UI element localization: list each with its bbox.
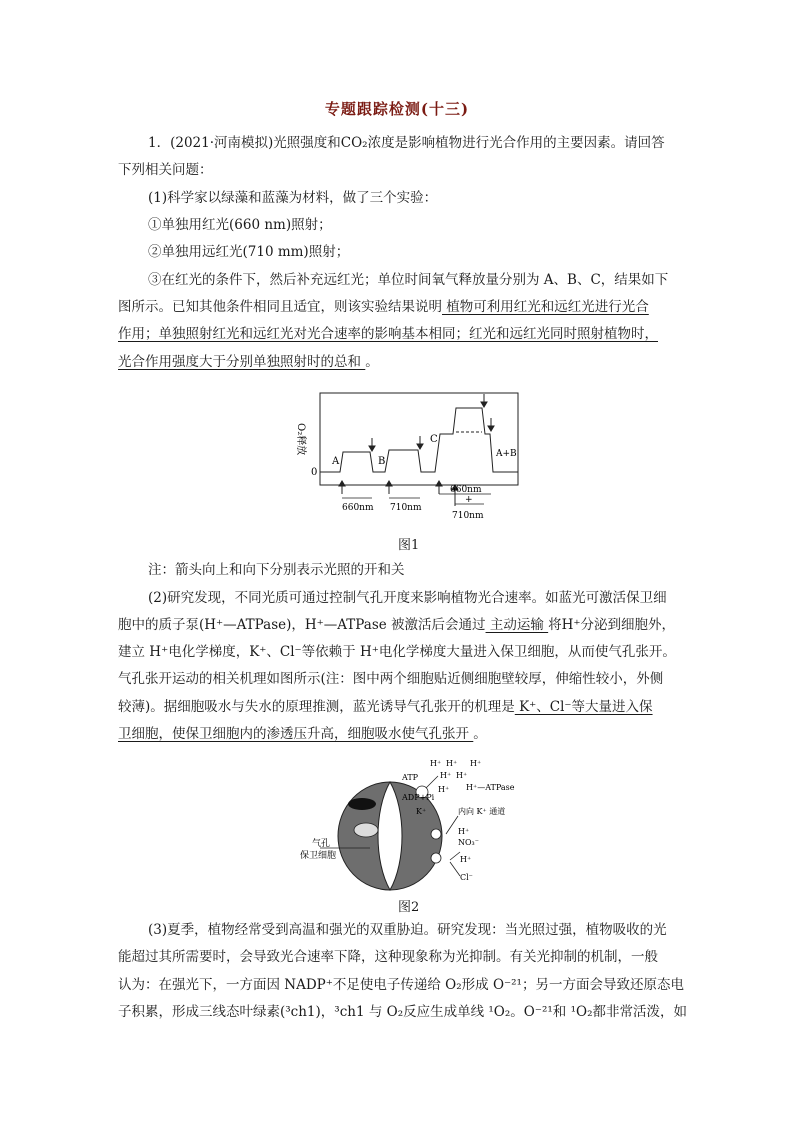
x-label-710nm-c: 710nm <box>452 511 484 521</box>
chart-frame <box>320 393 518 485</box>
part1-answer-line-3 <box>118 352 379 372</box>
label-h7: H⁺ <box>458 827 470 836</box>
figure-2-caption: 图2 <box>398 900 420 915</box>
label-atp: ATP <box>402 773 419 782</box>
part2-answer-1: 主动运输 <box>485 617 549 633</box>
x-label-plus: + <box>465 495 473 505</box>
part3-line-4: 子积累，形成三线态叶绿素(³ch1)，³ch1 与 O₂反应生成单线 ¹O₂。O⁻²¹和 ¹O₂都非常活泼，如 <box>118 1004 687 1020</box>
label-h2: H⁺ <box>446 759 458 768</box>
label-h5: H⁺ <box>456 771 468 780</box>
q1-line-1: 1．(2021·河南模拟)光照强度和CO₂浓度是影响植物进行光合作用的主要因素。请回答 <box>148 135 665 151</box>
part3-line-2: 能超过其所需要时，会导致光合速率下降，这种现象称为光抑制。有关光抑制的机制，一般 <box>118 949 658 965</box>
part1-answer-b: 作用；单独照射红光和远红光对光合速率的影响基本相同；红光和远红光同时照射植物时， <box>118 326 658 342</box>
part2-line-6 <box>118 724 487 744</box>
label-cl: Cl⁻ <box>460 873 473 882</box>
label-h4: H⁺ <box>440 771 452 780</box>
part2-line-2 <box>118 615 675 635</box>
label-guard-cell: 保卫细胞 <box>300 851 337 861</box>
label-k-channel: 内向 K⁺ 通道 <box>458 807 506 816</box>
q1-line-2: 下列相关问题： <box>118 162 213 178</box>
label-a: A <box>332 456 340 467</box>
label-h8: H⁺ <box>460 855 472 864</box>
label-c: C <box>430 434 438 445</box>
part1-answer-c: 光合作用强度大于分别单独照射时的总和 <box>118 354 366 370</box>
zero-tick: 0 <box>311 467 318 478</box>
part1-answer-a: 植物可利用红光和远红光进行光合 <box>442 299 649 315</box>
label-h1: H⁺ <box>430 759 442 768</box>
x-label-660nm-c: 660nm <box>450 485 482 495</box>
label-b: B <box>378 456 386 467</box>
part1-question-text: 图所示。已知其他条件相同且适宜，则该实验结果说明 <box>118 299 442 315</box>
part2-text-b: 将H⁺分泌到细胞外， <box>548 617 676 633</box>
part1-answer-line-1 <box>118 297 649 317</box>
experiment-3: ③在红光的条件下，然后补充远红光；单位时间氧气释放量分别为 A、B、C，结果如下 <box>148 272 669 288</box>
period-2: 。 <box>473 726 487 742</box>
label-h6: H⁺ <box>438 785 450 794</box>
chloroplast <box>348 798 376 810</box>
part1-answer-line-2 <box>118 324 658 344</box>
x-label-710nm: 710nm <box>390 503 422 513</box>
part1-intro: (1)科学家以绿藻和蓝藻为材料，做了三个实验： <box>148 190 438 206</box>
experiment-1: ①单独用红光(660 nm)照射； <box>148 217 332 233</box>
label-stoma: 气孔 <box>312 839 331 849</box>
nucleus <box>354 823 378 837</box>
label-adp-pi: ADP+Pi <box>402 793 435 802</box>
no3-transporter-icon <box>431 853 441 863</box>
part2-line-5 <box>118 697 653 717</box>
figure-1-note: 注：箭头向上和向下分别表示光照的开和关 <box>148 562 405 578</box>
label-h3: H⁺ <box>470 759 482 768</box>
part2-answer-2a: K⁺、Cl⁻等大量进入保 <box>514 699 653 715</box>
experiment-2: ②单独用远红光(710 mm)照射； <box>148 244 350 260</box>
label-k: K⁺ <box>416 807 427 816</box>
period: 。 <box>365 354 379 370</box>
figure-1-caption: 图1 <box>398 538 420 553</box>
label-a-plus-b: A+B <box>496 449 517 459</box>
part2-text-a: 胞中的质子泵(H⁺—ATPase)，H⁺—ATPase 被激活后会通过 <box>118 617 486 633</box>
part2-text-c: 较薄)。据细胞吸水与失水的原理推测，蓝光诱导气孔张开的机理是 <box>118 699 515 715</box>
part2-answer-2b: 卫细胞，使保卫细胞内的渗透压升高，细胞吸水使气孔张开 <box>118 726 474 742</box>
part2-line-4: 气孔张开运动的相关机理如图所示(注：图中两个细胞贴近侧细胞壁较厚，伸缩性较小，外侧 <box>118 671 664 687</box>
part3-line-1: (3)夏季，植物经常受到高温和强光的双重胁迫。研究发现：当光照过强，植物吸收的光 <box>148 922 667 938</box>
figure-1-chart <box>290 388 530 523</box>
label-h-atpase: H⁺—ATPase <box>466 783 515 792</box>
y-axis-label: O₂释放 <box>295 423 306 456</box>
part2-line-3: 建立 H⁺电化学梯度，K⁺、Cl⁻等依赖于 H⁺电化学梯度大量进入保卫细胞，从而使气孔张开。 <box>118 644 676 660</box>
k-channel-icon <box>431 829 441 839</box>
part2-line-1: (2)研究发现，不同光质可通过控制气孔开度来影响植物光合速率。如蓝光可激活保卫细 <box>148 590 667 606</box>
x-label-660nm: 660nm <box>342 503 374 513</box>
page-title: 专题跟踪检测(十三) <box>324 100 470 118</box>
label-no3: NO₃⁻ <box>458 838 479 847</box>
figure-2-diagram <box>290 752 530 892</box>
part3-line-3: 认为：在强光下，一方面因 NADP⁺不足使电子传递给 O₂形成 O⁻²¹；另一方面会导致还原态电 <box>118 977 684 993</box>
o2-trace <box>320 408 518 472</box>
